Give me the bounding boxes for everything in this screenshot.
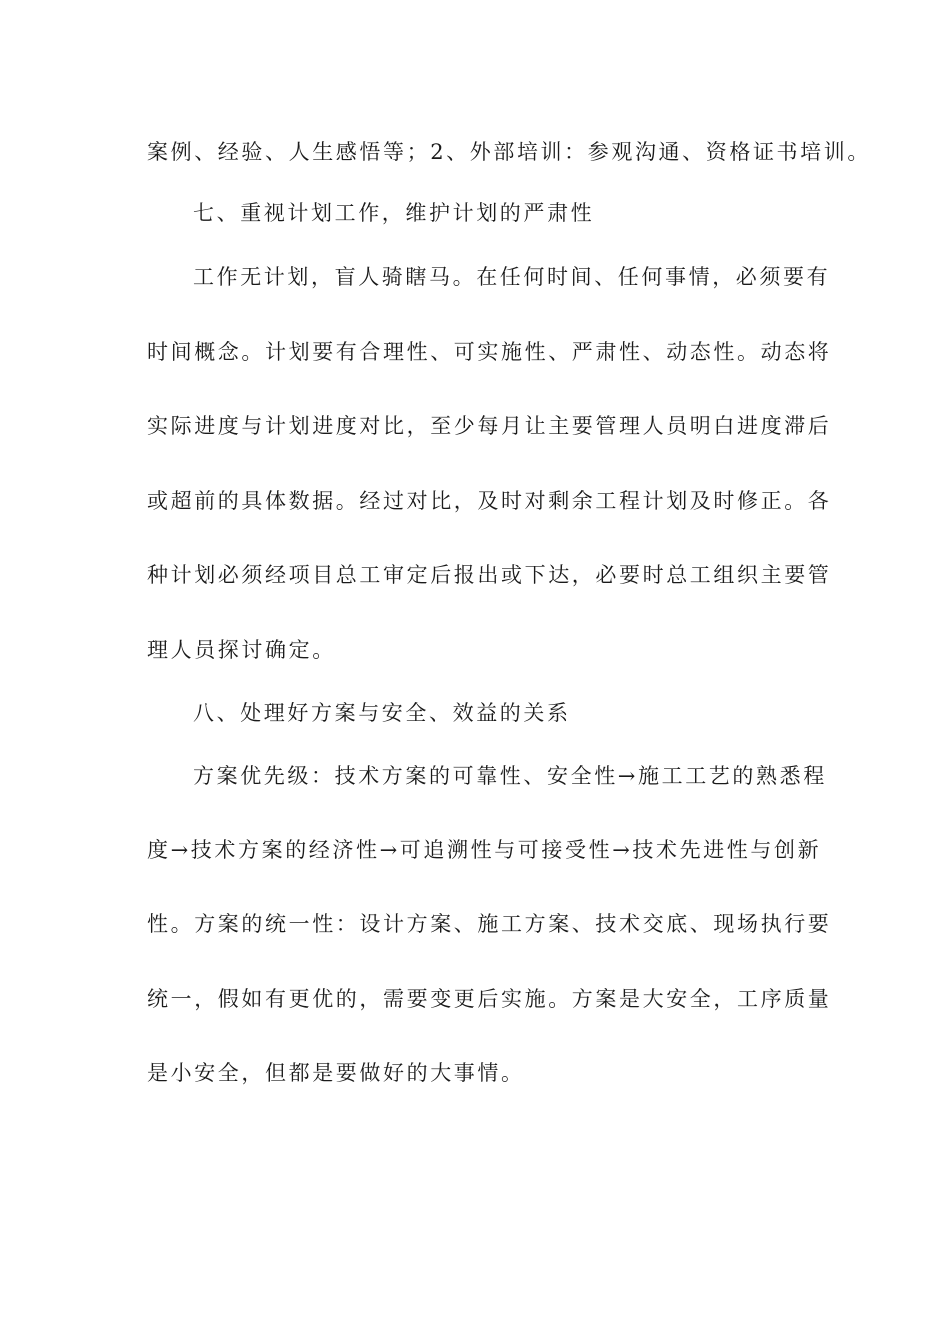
paragraph-line: 时间概念。计划要有合理性、可实施性、严肃性、动态性。动态将	[147, 340, 832, 364]
paragraph-line: 统一，假如有更优的，需要变更后实施。方案是大安全，工序质量	[147, 987, 832, 1011]
paragraph-line: 是小安全，但都是要做好的大事情。	[147, 1061, 525, 1085]
paragraph-line: 实际进度与计划进度对比，至少每月让主要管理人员明白进度滞后	[147, 414, 832, 438]
paragraph-line: 案例、经验、人生感悟等；2、外部培训：参观沟通、资格证书培训。	[147, 140, 871, 164]
section-heading-7: 七、重视计划工作，维护计划的严肃性	[193, 201, 595, 225]
paragraph-line: 度→技术方案的经济性→可追溯性与可接受性→技术先进性与创新	[147, 838, 822, 862]
paragraph-line: 性。方案的统一性：设计方案、施工方案、技术交底、现场执行要	[147, 912, 832, 936]
paragraph-line: 工作无计划，盲人骑瞎马。在任何时间、任何事情，必须要有	[193, 265, 831, 289]
paragraph-line: 种计划必须经项目总工审定后报出或下达，必要时总工组织主要管	[147, 563, 832, 587]
section-heading-8: 八、处理好方案与安全、效益的关系	[193, 701, 571, 725]
paragraph-line: 理人员探讨确定。	[147, 638, 336, 662]
paragraph-line: 方案优先级：技术方案的可靠性、安全性→施工工艺的熟悉程	[193, 764, 827, 788]
paragraph-line: 或超前的具体数据。经过对比，及时对剩余工程计划及时修正。各	[147, 489, 832, 513]
